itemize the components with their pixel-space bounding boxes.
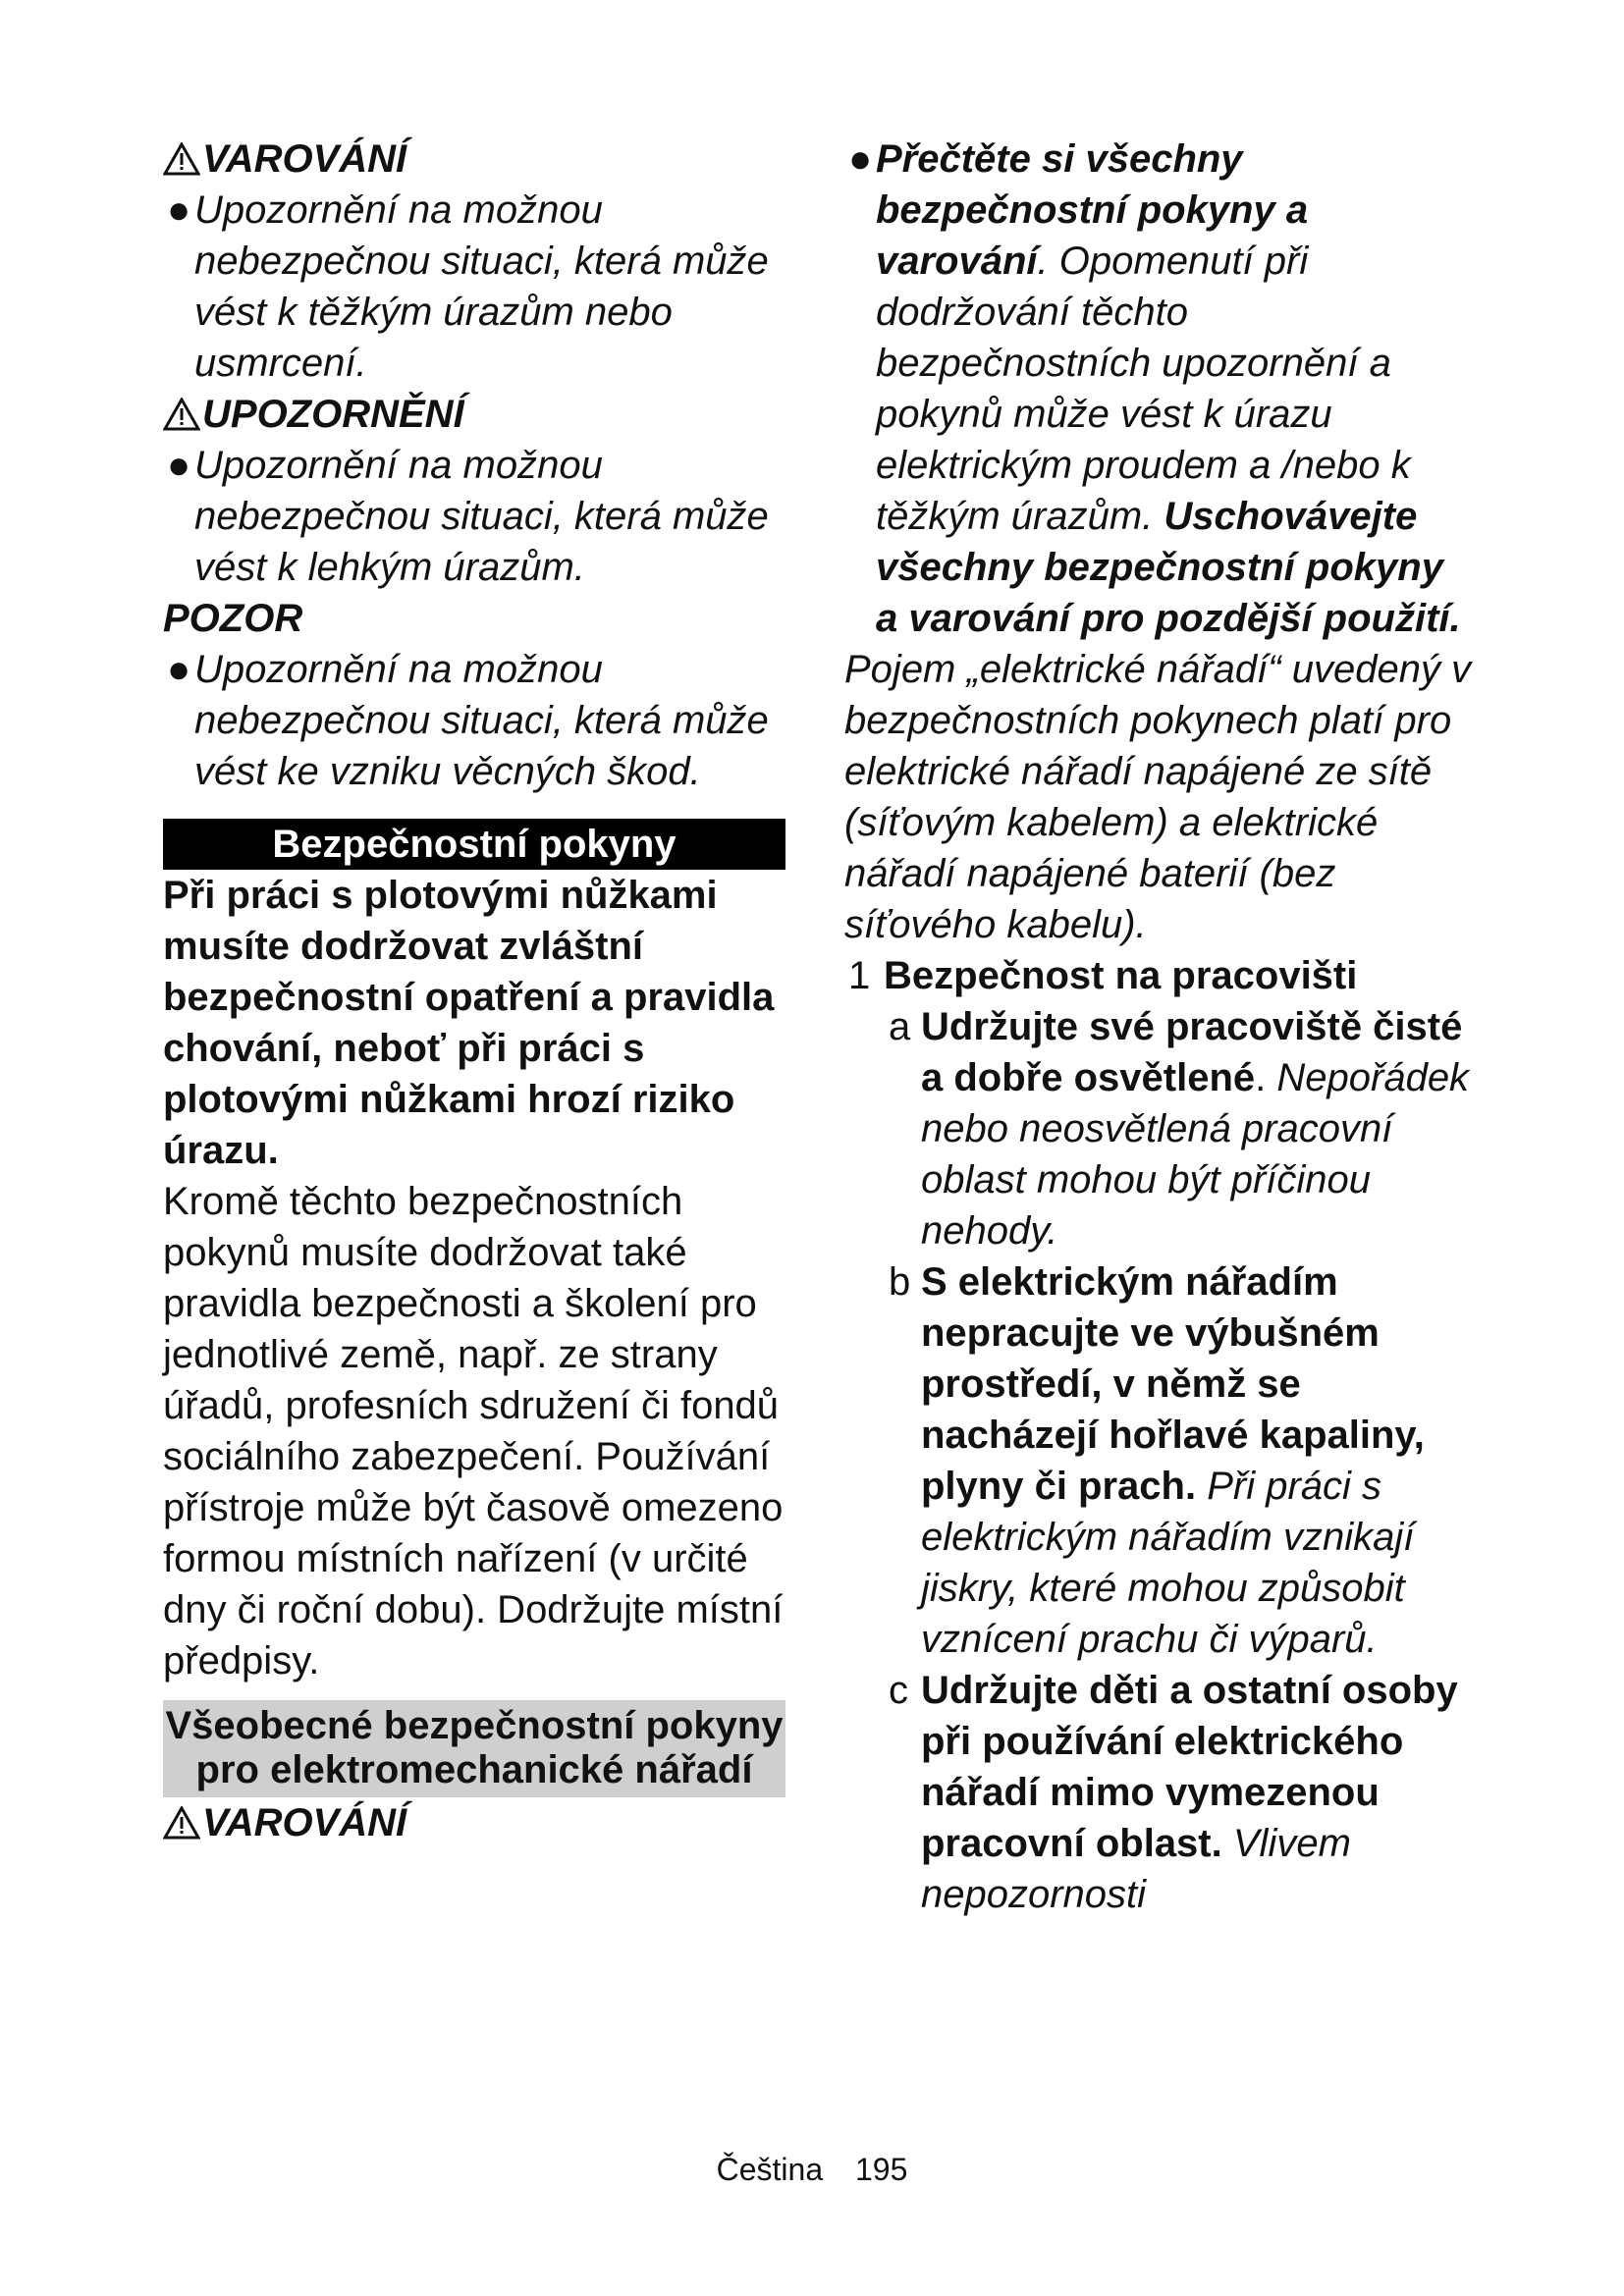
warning-heading: VAROVÁNÍ: [163, 133, 785, 185]
notice-heading: POZOR: [163, 597, 303, 640]
caution-heading: UPOZORNĚNÍ: [163, 389, 785, 440]
left-column: [163, 133, 785, 1848]
safety-bold-intro: Při práci s plotovými nůžkami musíte dodržovat zvláštní bezpečnostní opatření a pravidla chování, neboť při práci s plotovými nůžkami hrozí riziko úrazu.: [163, 874, 775, 1172]
bullet-dot: ●: [848, 137, 873, 181]
footer-language: Čeština: [716, 2152, 824, 2187]
bullet-dot: ●: [167, 188, 191, 232]
bullet-dot: ●: [167, 444, 191, 487]
warning-triangle-icon: [163, 1806, 200, 1840]
notice-bullet: ● Upozornění na možnou nebezpečnou situaci, která může vést ke vzniku věcných škod.: [163, 644, 785, 797]
list-item: b S elektrickým nářadím nepracujte ve výbušném prostředí, v němž se nacházejí hořlavé kapaliny, plyny či prach. Při práci s elektrickým nářadím vznikají jiskry, které mohou způsobit vznícení prachu či výparů.: [889, 1260, 1425, 1661]
safety-instructions-banner: Bezpečnostní pokyny: [163, 819, 785, 870]
section-number: 1: [848, 954, 871, 997]
list-item: a Udržujte své pracoviště čisté a dobře osvětlené. Nepořádek nebo neosvětlená pracovní oblast mohou být příčinou nehody.: [889, 1005, 1470, 1253]
section-work-area: [844, 950, 1473, 1001]
read-instructions-item: ● Přečtěte si všechny bezpečnostní pokyny a varování. Opomenutí při dodržování těchto bezpečnostních upozornění a pokynů může vést k úrazu elektrickým proudem a /nebo k těžkým úrazům. Uschovávejte všechny bezpečnostní pokyny a varování pro pozdější použití.: [844, 133, 1473, 644]
caution-bullet: ● Upozornění na možnou nebezpečnou situaci, která může vést k lehkým úrazům.: [163, 440, 785, 593]
page-number: 195: [855, 2152, 908, 2187]
page-footer: [0, 2150, 1624, 2189]
section-title: Bezpečnost na pracovišti: [884, 954, 1358, 997]
general-safety-banner: Všeobecné bezpečnostní pokyny pro elektromechanické nářadí: [163, 1700, 785, 1797]
warning-heading-2: VAROVÁNÍ: [163, 1797, 785, 1848]
right-column: [844, 133, 1473, 1920]
safety-body-text: Kromě těchto bezpečnostních pokynů musíte dodržovat také pravidla bezpečnosti a školení pro jednotlivé země, např. ze strany úřadů, profesních sdružení či fondů sociálního zabezpečení. Používání přístroje může být časově omezeno formou místních nařízení (v určité dny či roční dobu). Dodržujte místní předpisy.: [163, 1180, 784, 1682]
bullet-dot: ●: [167, 648, 191, 691]
warning-triangle-icon: [163, 142, 200, 176]
warning-bullet: ● Upozornění na možnou nebezpečnou situaci, která může vést k těžkým úrazům nebo usmrcení.: [163, 185, 785, 389]
warning-triangle-icon: [163, 398, 200, 431]
list-item: c Udržujte děti a ostatní osoby při používání elektrického nářadí mimo vymezenou pracovní oblast. Vlivem nepozornosti: [889, 1669, 1458, 1916]
term-definition: Pojem „elektrické nářadí“ uvedený v bezpečnostních pokynech platí pro elektrické nářadí napájené ze sítě (síťovým kabelem) a elektrické nářadí napájené baterií (bez síťového kabelu).: [844, 648, 1472, 946]
